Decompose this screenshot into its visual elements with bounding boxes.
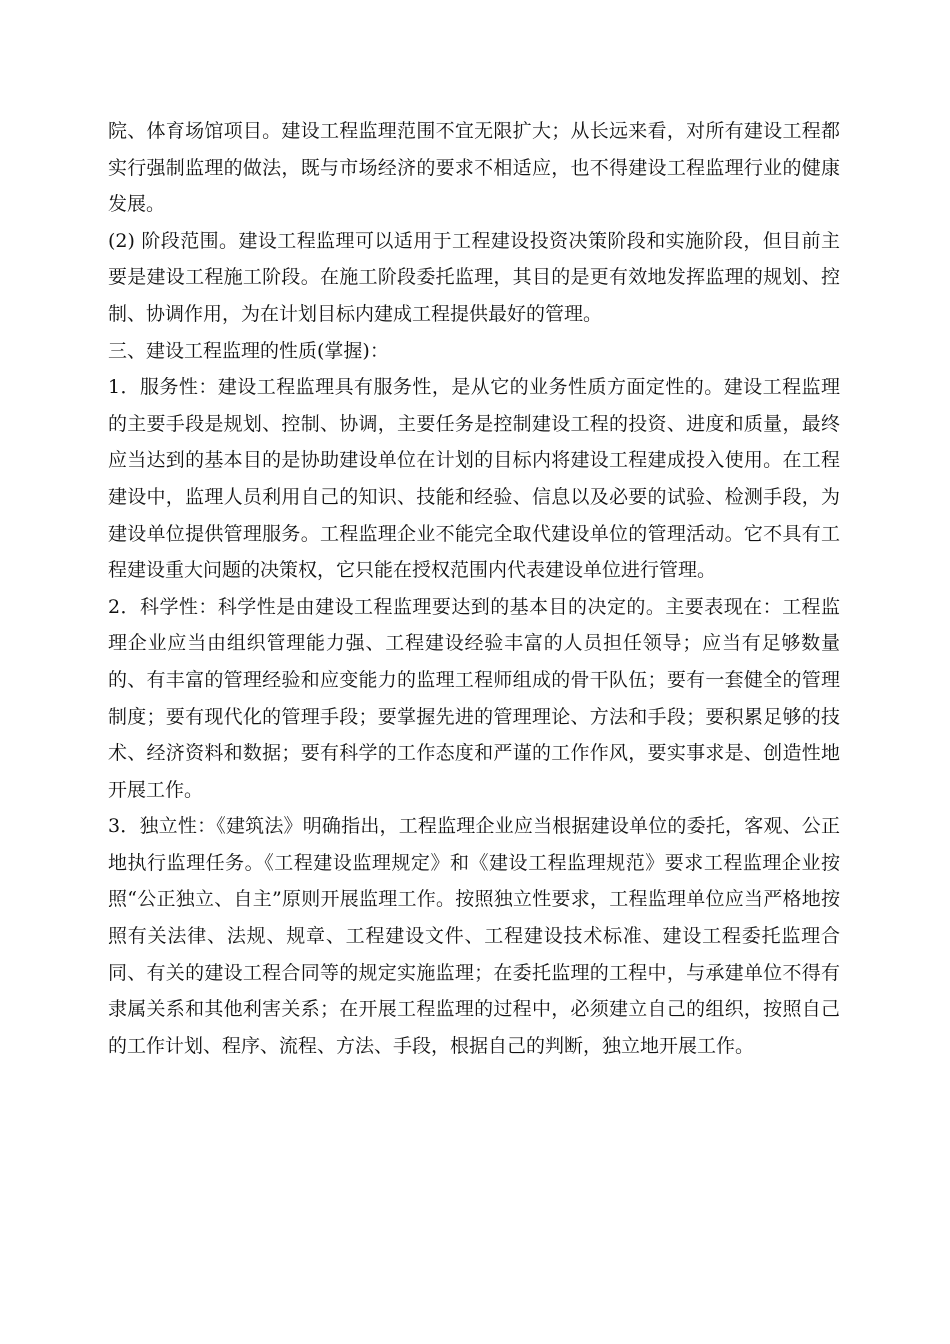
paragraph-service: 1．服务性：建设工程监理具有服务性，是从它的业务性质方面定性的。建设工程监理的主要手段是规划、控制、协调，主要任务是控制建设工程的投资、进度和质量，最终应当达到的基本目的是协助建设单位在计划的目标内将建设工程建成投入使用。在工程建设中，监理人员利用自己的知识、技能和经验、信息以及必要的试验、检测手段，为建设单位提供管理服务。工程监理企业不能完全取代建设单位的管理活动。它不具有工程建设重大问题的决策权，它只能在授权范围内代表建设单位进行管理。 bbox=[108, 376, 840, 582]
paragraph-independence: 3．独立性：《建筑法》明确指出，工程监理企业应当根据建设单位的委托，客观、公正地执行监理任务。《工程建设监理规定》和《建设工程监理规范》要求工程监理企业按照“公正独立、自主”原则开展监理工作。按照独立性要求，工程监理单位应当严格地按照有关法律、法规、规章、工程建设文件、工程建设技术标准、建设工程委托监理合同、有关的建设工程合同等的规定实施监理；在委托监理的工程中，与承建单位不得有隶属关系和其他利害关系；在开展工程监理的过程中，必须建立自己的组织，按照自己的工作计划、程序、流程、方法、手段，根据自己的判断，独立地开展工作。 bbox=[108, 815, 840, 1057]
paragraph-scientific: 2．科学性：科学性是由建设工程监理要达到的基本目的决定的。主要表现在：工程监理企业应当由组织管理能力强、工程建设经验丰富的人员担任领导；应当有足够数量的、有丰富的管理经验和应变能力的监理工程师组成的骨干队伍；要有一套健全的管理制度；要有现代化的管理手段；要掌握先进的管理理论、方法和手段；要积累足够的技术、经济资料和数据；要有科学的工作态度和严谨的工作作风，要实事求是、创造性地开展工作。 bbox=[108, 595, 840, 801]
paragraph-stage-scope: (2) 阶段范围。建设工程监理可以适用于工程建设投资决策阶段和实施阶段，但目前主要是建设工程施工阶段。在施工阶段委托监理，其目的是更有效地发挥监理的规划、控制、协调作用，为在计划目标内建成工程提供最好的管理。 bbox=[108, 229, 840, 325]
paragraph-scope-continuation: 院、体育场馆项目。建设工程监理范围不宜无限扩大；从长远来看，对所有建设工程都实行强制监理的做法，既与市场经济的要求不相适应，也不得建设工程监理行业的健康发展。 bbox=[108, 120, 840, 216]
section-heading-nature: 三、建设工程监理的性质(掌握)： bbox=[108, 339, 389, 362]
document-body bbox=[108, 113, 840, 1064]
